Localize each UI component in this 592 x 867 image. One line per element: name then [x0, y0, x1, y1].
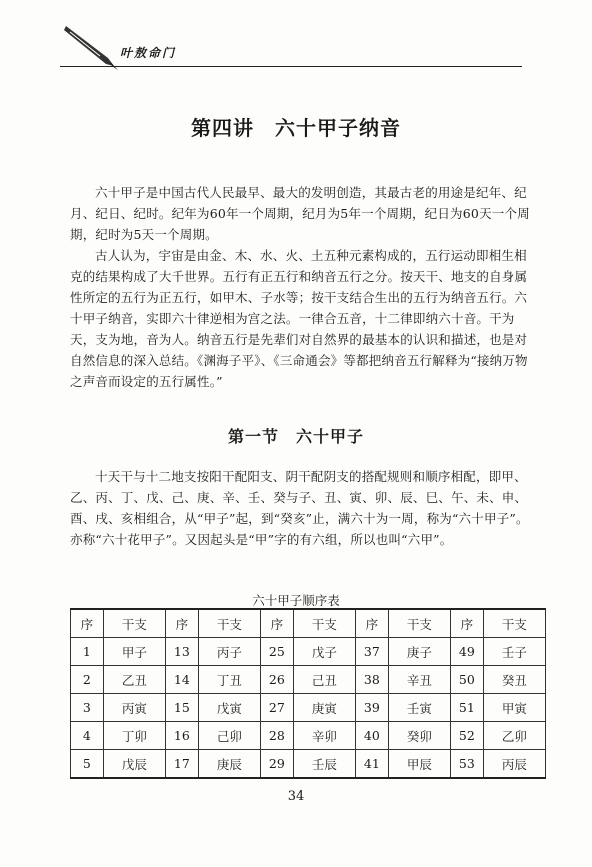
table-cell: 庚辰	[198, 750, 260, 779]
book-title: 叶敖命门	[120, 46, 177, 60]
header-cell: 序	[260, 609, 293, 638]
table-row	[71, 750, 546, 779]
table-cell: 甲辰	[388, 750, 450, 779]
paragraph-wuxing: 古人认为，宇宙是由金、木、水、火、土五种元素构成的，五行运动即相生相克的结果构成了大千世界。五行有正五行和纳音五行之分。按天干、地支的自身属性所定的五行为正五行，如甲木、子水等；按干支结合生出的五行为纳音五行。六十甲子纳音，实即六十律逆相为宫之法。一律合五音，十二律即纳六十音。干为天，支为地，音为人。纳音五行是先辈们对自然界的最基本的认识和描述，也是对自然信息的深入总结。《渊海子平》、《三命通会》等都把纳音五行解释为“接纳万物之声音而设定的五行属性。”	[70, 248, 528, 389]
table-cell: 壬寅	[388, 694, 450, 722]
table-cell: 癸卯	[388, 722, 450, 750]
table-cell: 丁丑	[198, 666, 260, 694]
header-cell: 序	[71, 609, 104, 638]
header-rule	[60, 66, 522, 67]
table-cell: 39	[355, 694, 388, 722]
table-cell: 丙子	[198, 638, 260, 666]
table-header-row	[71, 609, 546, 638]
table-caption: 六十甲子顺序表	[252, 593, 340, 608]
table-cell: 甲子	[103, 638, 165, 666]
table-cell: 甲寅	[483, 694, 545, 722]
table-cell: 13	[165, 638, 198, 666]
lecture-title: 第四讲 六十甲子纳音	[191, 116, 401, 140]
table-cell: 2	[71, 666, 104, 694]
table-cell: 51	[450, 694, 483, 722]
table-cell: 14	[165, 666, 198, 694]
table-cell: 27	[260, 694, 293, 722]
header-cell: 序	[355, 609, 388, 638]
header-cell: 干支	[388, 609, 450, 638]
table-cell: 壬子	[483, 638, 545, 666]
table-cell: 1	[71, 638, 104, 666]
table-cell: 40	[355, 722, 388, 750]
table-cell: 41	[355, 750, 388, 779]
table-cell: 辛丑	[388, 666, 450, 694]
table-row	[71, 694, 546, 722]
table-cell: 丙寅	[103, 694, 165, 722]
table-cell: 29	[260, 750, 293, 779]
header-cell: 序	[165, 609, 198, 638]
table-cell: 戊寅	[198, 694, 260, 722]
table-cell: 28	[260, 722, 293, 750]
sexagenary-table	[70, 608, 546, 779]
table-cell: 53	[450, 750, 483, 779]
paragraph-ganzhi: 十天干与十二地支按阳干配阳支、阴干配阴支的搭配规则和顺序相配，即甲、乙、丙、丁、戊、己、庚、辛、壬、癸与子、丑、寅、卯、辰、巳、午、未、申、酉、戌、亥相组合，从“甲子”起，到“癸亥”止，满六十为一周，称为“六十甲子”。亦称“六十花甲子”。又因起头是“甲”字的有六组，所以也叫“六甲”。	[70, 469, 529, 547]
table-cell: 壬辰	[293, 750, 355, 779]
table-cell: 16	[165, 722, 198, 750]
table-cell: 乙卯	[483, 722, 545, 750]
paragraph-intro: 六十甲子是中国古代人民最早、最大的发明创造，其最古老的用途是纪年、纪月、纪日、纪时。纪年为60年一个周期，纪月为5年一个周期，纪日为60天一个周期，纪时为5天一个周期。	[70, 185, 530, 242]
table-cell: 4	[71, 722, 104, 750]
table-row	[71, 666, 546, 694]
table-cell: 26	[260, 666, 293, 694]
table-cell: 15	[165, 694, 198, 722]
table-cell: 25	[260, 638, 293, 666]
table-cell: 50	[450, 666, 483, 694]
table-row	[71, 638, 546, 666]
table-cell: 庚子	[388, 638, 450, 666]
header-cell: 干支	[293, 609, 355, 638]
table-cell: 戊辰	[103, 750, 165, 779]
table-cell: 5	[71, 750, 104, 779]
table-cell: 乙丑	[103, 666, 165, 694]
table-cell: 17	[165, 750, 198, 779]
table-cell: 丁卯	[103, 722, 165, 750]
table-cell: 38	[355, 666, 388, 694]
header-cell: 干支	[483, 609, 545, 638]
table-cell: 戊子	[293, 638, 355, 666]
table-cell: 丙辰	[483, 750, 545, 779]
table-cell: 己丑	[293, 666, 355, 694]
table-cell: 己卯	[198, 722, 260, 750]
header-cell: 干支	[198, 609, 260, 638]
section-title: 第一节 六十甲子	[227, 427, 364, 446]
table-cell: 辛卯	[293, 722, 355, 750]
table-cell: 52	[450, 722, 483, 750]
table-cell: 癸丑	[483, 666, 545, 694]
header-cell: 序	[450, 609, 483, 638]
table-row	[71, 722, 546, 750]
table-cell: 37	[355, 638, 388, 666]
table-cell: 庚寅	[293, 694, 355, 722]
page-number: 34	[287, 789, 305, 804]
table-cell: 3	[71, 694, 104, 722]
table-cell: 49	[450, 638, 483, 666]
header-cell: 干支	[103, 609, 165, 638]
